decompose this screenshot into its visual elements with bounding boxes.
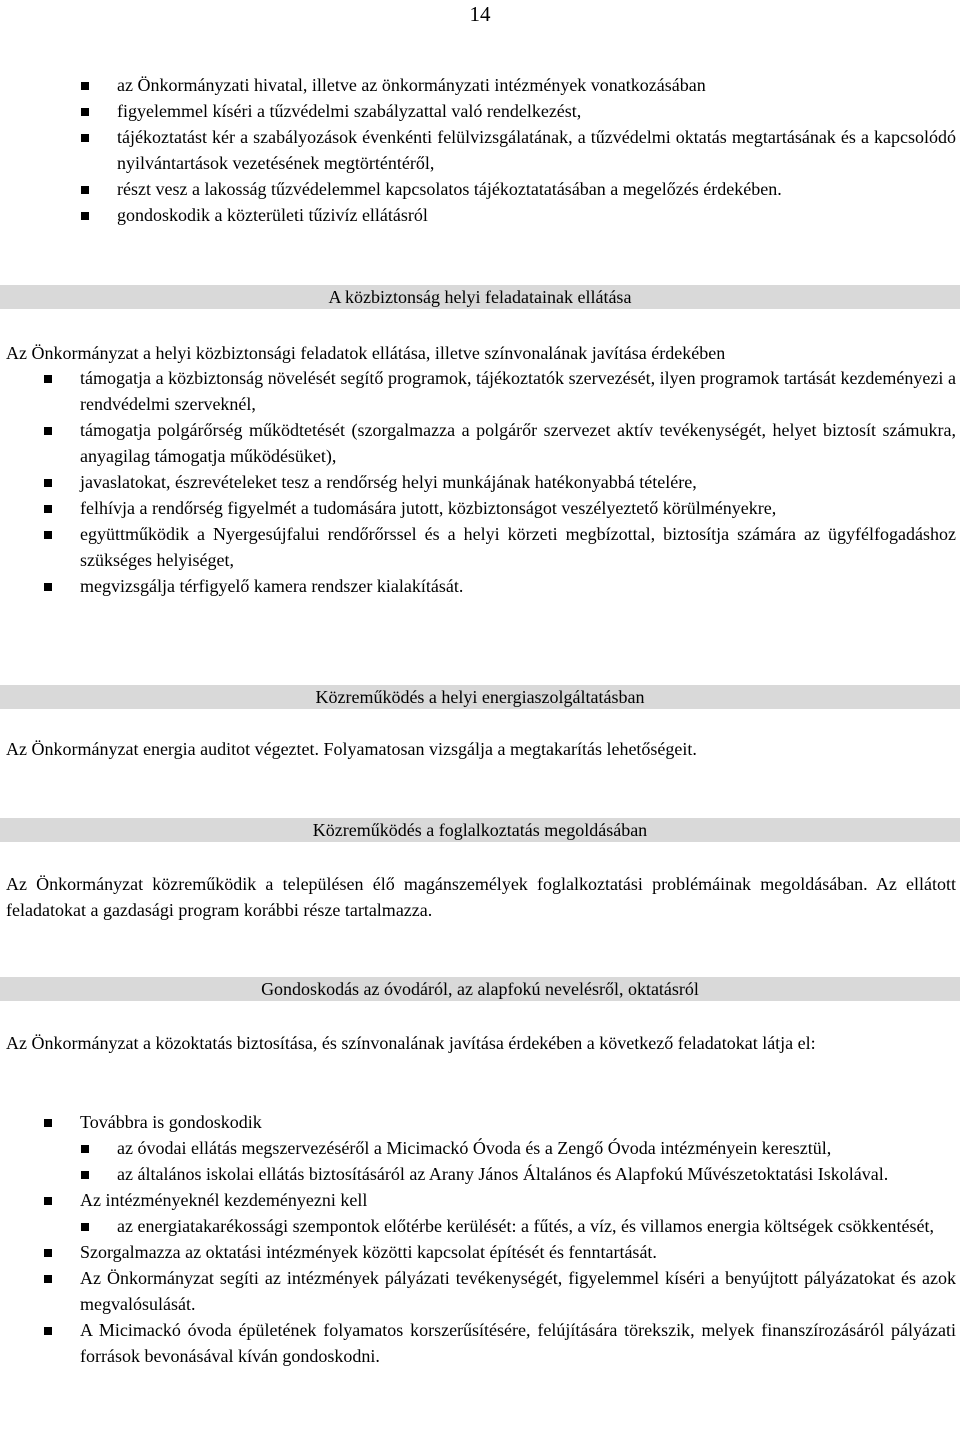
list-item	[0, 1187, 956, 1213]
section-heading-education: Gondoskodás az óvodáról, az alapfokú nevelésről, oktatásról	[0, 977, 960, 1001]
list-item-text: az energiatakarékossági szempontok előtérbe kerülését: a fűtés, a víz, és villamos energia költségek csökkentését,	[117, 1216, 935, 1236]
list-item	[0, 1109, 956, 1135]
bullet-icon	[81, 1171, 89, 1179]
bullet-icon	[44, 531, 52, 539]
list-item-text: az óvodai ellátás megszervezéséről a Micimackó Óvoda és a Zengő Óvoda intézményein keresztül,	[117, 1138, 832, 1158]
employment-text: Az Önkormányzat közreműködik a településen élő magánszemélyek foglalkoztatási problémáinak megoldásában. Az ellátott feladatokat a gazdasági program korábbi része tartalmazza.	[6, 874, 956, 920]
bullet-icon	[81, 212, 89, 220]
list-item-text: az Önkormányzati hivatal, illetve az önkormányzati intézmények vonatkozásában	[117, 75, 706, 95]
list-item	[0, 176, 956, 202]
bullet-icon	[81, 1223, 89, 1231]
list-item	[0, 1265, 956, 1317]
section-heading-energy: Közreműködés a helyi energiaszolgáltatásban	[0, 685, 960, 709]
list-item	[0, 1239, 956, 1265]
list-item	[0, 495, 956, 521]
list-item	[0, 202, 956, 228]
list-item-text: felhívja a rendőrség figyelmét a tudomására jutott, közbiztonságot veszélyeztető körülményekre,	[80, 498, 777, 518]
section-heading-public-safety: A közbiztonság helyi feladatainak ellátása	[0, 285, 960, 309]
fire-safety-list	[0, 72, 960, 228]
list-item	[0, 124, 956, 176]
list-item-text: megvizsgálja térfigyelő kamera rendszer kialakítását.	[80, 576, 464, 596]
list-item	[0, 98, 956, 124]
list-item	[0, 573, 956, 599]
list-item	[0, 72, 956, 98]
sub-list-item	[0, 1161, 956, 1187]
section-heading-employment: Közreműködés a foglalkoztatás megoldásában	[0, 818, 960, 842]
bullet-icon	[44, 375, 52, 383]
list-item	[0, 521, 956, 573]
list-item	[0, 469, 956, 495]
bullet-icon	[44, 1249, 52, 1257]
list-item	[0, 365, 956, 417]
bullet-icon	[44, 1119, 52, 1127]
sub-list-item	[0, 1135, 956, 1161]
list-item-text: Az Önkormányzat segíti az intézmények pályázati tevékenységét, figyelemmel kíséri a benyújtott pályázatokat és azok megvalósulását.	[80, 1268, 956, 1314]
list-item-text: részt vesz a lakosság tűzvédelemmel kapcsolatos tájékoztatatásában a megelőzés érdekében.	[117, 179, 782, 199]
sub-list-item	[0, 1213, 956, 1239]
energy-text: Az Önkormányzat energia auditot végeztet. Folyamatosan vizsgálja a megtakarítás lehetőségeit.	[6, 739, 697, 759]
bullet-icon	[44, 479, 52, 487]
list-item-text: Szorgalmazza az oktatási intézmények közötti kapcsolat építését és fenntartását.	[80, 1242, 657, 1262]
public-safety-intro: Az Önkormányzat a helyi közbiztonsági feladatok ellátása, illetve színvonalának javítása érdekében	[6, 343, 726, 363]
list-item-text: javaslatokat, észrevételeket tesz a rendőrség helyi munkájának hatékonyabbá tételére,	[80, 472, 697, 492]
bullet-icon	[81, 108, 89, 116]
list-item-text: tájékoztatást kér a szabályozások évenkénti felülvizsgálatának, a tűzvédelmi oktatás megtartásának és a kapcsolódó nyilvántartások vezetésének megtörténtéről,	[117, 127, 956, 173]
bullet-icon	[81, 1145, 89, 1153]
page-number: 14	[469, 2, 491, 26]
list-item-text: együttműködik a Nyergesújfalui rendőrőrssel és a helyi körzeti megbízottal, biztosítja számára az ügyfélfogadáshoz szükséges helyiséget,	[80, 524, 956, 570]
list-item-text: támogatja a közbiztonság növelését segítő programok, tájékoztatók szervezését, ilyen programok tartását kezdeményezi a rendvédelmi szerveknél,	[80, 368, 956, 414]
list-item	[0, 1317, 956, 1369]
public-safety-list	[0, 365, 960, 599]
education-list	[0, 1109, 960, 1369]
list-item-text: A Micimackó óvoda épületének folyamatos korszerűsítésére, felújítására törekszik, melyek finanszírozásáról pályázati források bevonásával kíván gondoskodni.	[80, 1320, 956, 1366]
list-item-text: Továbbra is gondoskodik	[80, 1112, 262, 1132]
bullet-icon	[81, 186, 89, 194]
list-item-text: figyelemmel kíséri a tűzvédelmi szabályzattal való rendelkezést,	[117, 101, 582, 121]
list-item-text: Az intézményeknél kezdeményezni kell	[80, 1190, 368, 1210]
list-item-text: gondoskodik a közterületi tűzivíz ellátásról	[117, 205, 428, 225]
bullet-icon	[44, 583, 52, 591]
education-intro: Az Önkormányzat a közoktatás biztosítása, és színvonalának javítása érdekében a következő feladatokat látja el:	[6, 1033, 816, 1053]
bullet-icon	[81, 134, 89, 142]
bullet-icon	[44, 427, 52, 435]
bullet-icon	[44, 1275, 52, 1283]
bullet-icon	[81, 82, 89, 90]
list-item-text: az általános iskolai ellátás biztosításáról az Arany János Általános és Alapfokú Művészetoktatási Iskolával.	[117, 1164, 889, 1184]
bullet-icon	[44, 1327, 52, 1335]
bullet-icon	[44, 1197, 52, 1205]
bullet-icon	[44, 505, 52, 513]
list-item	[0, 417, 956, 469]
list-item-text: támogatja polgárőrség működtetését (szorgalmazza a polgárőr szervezet aktív tevékenységét, helyet biztosít számukra, anyagilag támogatja működésüket),	[80, 420, 956, 466]
